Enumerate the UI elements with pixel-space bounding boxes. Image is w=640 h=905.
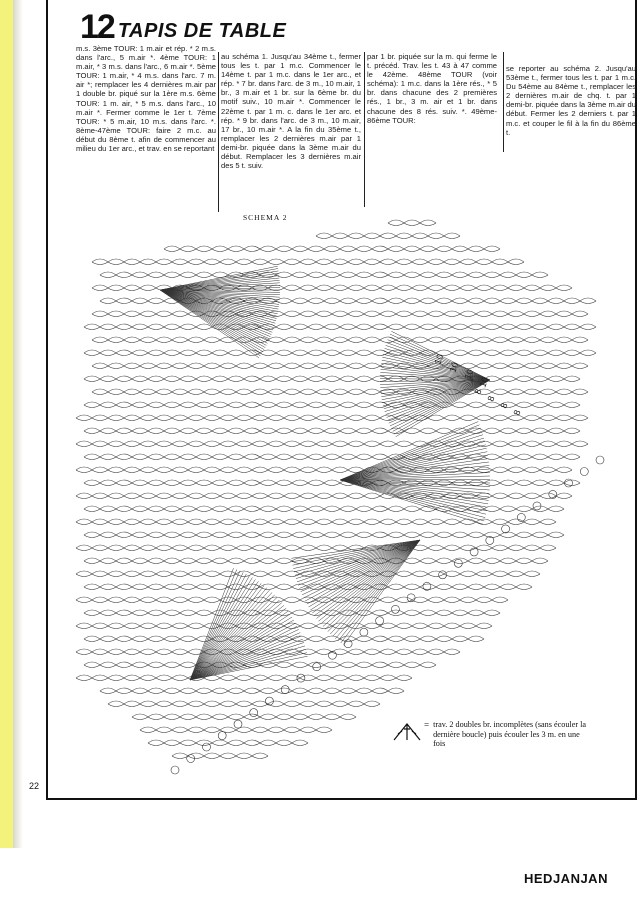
page-header <box>80 4 286 44</box>
instructions-column-1: m.s. 3ème TOUR: 1 m.air et rép. * 2 m.s. dans l'arc., 5 m.air *. 4ème TOUR: 1 m.air, * 3 m.s. dans l'arc., 6 m.air *. 5ème TOUR: 1 m.air, * 4 m.s. dans l'arc. 7 m. air *; remplacer les 4 dernières m.air par 1 double br. piqué sur la 1ère m.s. 6ème TOUR: 1 m. air, * 5 m.s. dans l'arc., 10 m.air *. Fermer comme le 1er t. 7ème TOUR: * 5 m.air, 10 m.s. dans l'arc. *. 8ème-47ème TOUR: faire 2 m.c. au début du 8ème t. afin de commencer au milieu du 1er arc., et trav. en se reportant <box>76 44 216 154</box>
stitch-count-label: 10 <box>447 360 461 374</box>
legend-equals: = <box>424 720 430 730</box>
stitch-count-label: 10 <box>477 375 491 389</box>
legend-text: trav. 2 doubles br. incomplètes (sans écouler la dernière boucle) puis écouler les 3 m. en une fois <box>433 720 587 748</box>
crochet-mesh-grid <box>76 220 596 759</box>
cluster-stitch-symbol-icon <box>392 720 422 744</box>
stitch-count-label: 10 <box>432 352 446 366</box>
instructions-column-4: se reporter au schéma 2. Jusqu'au 53ème t., fermer tous les t. par 1 m.c. Du 54ème au 84ème t., remplacer les 2 dernières m.air de chq. t. par 1 demi-br. piquée dans la 3ème m.air du début. Fermer les 2 derniers t. par 1 m.c. et couper le fil à la fin du 86ème t. <box>506 64 636 137</box>
stitch-count-label: 8 <box>472 387 484 396</box>
page-number: 22 <box>29 781 40 791</box>
instructions-column-2: au schéma 1. Jusqu'au 34ème t., fermer tous les t. par 1 m.c. Commencer le 14ème t. par 1 m.c. dans le 1er arc., et rép. * 7 br. dans l'arc. de 3 m., 10 m.air, 1 br., 3 m.air et 1 br. sur la 6ème br. du motif suiv., 10 m.air *. Commencer le 22ème t. par 1 m. c. dans le 1er arc. et rép. * 9 br. dans l'arc. de 3 m., 10 m.air, 17 br., 10 m.air *. A la fin du 35ème t., remplacer les 2 dernières m.air par 1 demi-br. piquée dans la 3ème m.air du début. Remplacer les 3 dernières m.air des 5 t. suiv. <box>221 52 361 171</box>
stitch-count-label: 8 <box>485 394 497 403</box>
page-edge-strip <box>0 0 13 848</box>
pattern-number: 12 <box>80 8 114 46</box>
legend <box>392 720 593 749</box>
page-binding-shadow <box>13 0 23 848</box>
stitch-count-label: 10 <box>462 367 476 381</box>
crochet-schema-diagram <box>60 160 620 790</box>
stitch-count-label: 8 <box>498 401 510 410</box>
watermark: HEDJANJAN <box>524 871 608 886</box>
pattern-title: TAPIS DE TABLE <box>117 20 287 42</box>
schema-label: SCHEMA 2 <box>243 213 288 222</box>
column-divider <box>503 52 504 152</box>
stitch-count-label: 8 <box>511 408 523 417</box>
instructions-column-3: par 1 br. piquée sur la m. qui ferme le t. précéd. Trav. les t. 43 à 47 comme le 42ème. 48ème TOUR (voir schéma): 1 m.c. dans la 1ère rés., * 5 br. dans chacune des 2 premières rés., 1 br., 3 m. air et 1 br. dans chacune des 8 rés. suiv. *. 49ème-86ème TOUR: <box>367 52 497 125</box>
